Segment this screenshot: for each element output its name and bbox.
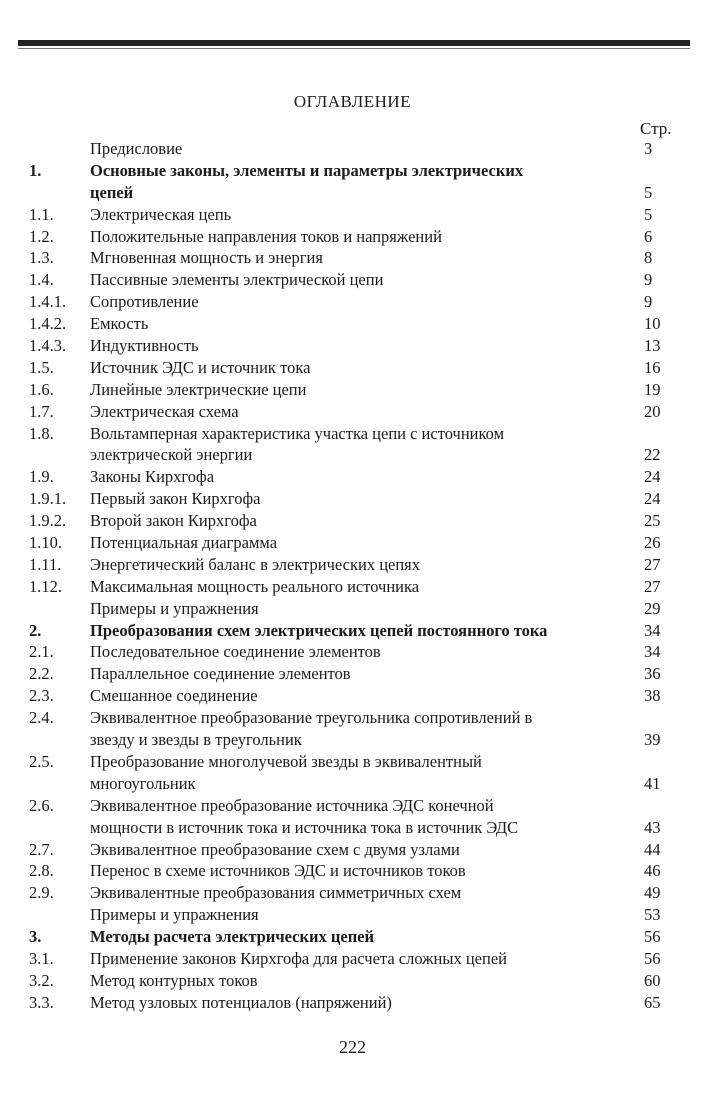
toc-entry-number: 1.7. [29, 401, 54, 421]
toc-entry-page: 5 [644, 204, 653, 224]
toc-entry-page: 6 [644, 226, 653, 246]
toc-entry [0, 138, 705, 160]
toc-entry-title: мощности в источник тока и источника тока в источник ЭДС [90, 817, 519, 837]
toc-entry-page: 9 [644, 270, 653, 290]
toc-entry-title: Параллельное соединение элементов [90, 664, 351, 684]
toc-entry-number: 2.4. [29, 708, 54, 728]
toc-entry-page: 19 [644, 379, 661, 399]
toc-entry [0, 620, 705, 642]
toc-entry-title: Применение законов Кирхгофа для расчета сложных цепей [90, 948, 507, 968]
toc-entry-title: цепей [90, 182, 134, 202]
toc-entry-title: Эквивалентное преобразование источника ЭДС конечной [90, 795, 494, 815]
toc-entry-page: 49 [644, 883, 661, 903]
toc-entry-number: 1.8. [29, 423, 54, 443]
toc-entry [0, 860, 705, 882]
toc-entry-title: Метод узловых потенциалов (напряжений) [90, 992, 392, 1012]
toc-entry-title: Эквивалентные преобразования симметричных схем [90, 883, 462, 903]
toc-entry [0, 466, 705, 488]
toc-entry [0, 226, 705, 248]
toc-entry-number: 1.4.2. [29, 314, 67, 334]
toc-entry [0, 992, 705, 1014]
toc-entry-number: 2.7. [29, 839, 54, 859]
toc-entry [0, 795, 705, 817]
toc-entry-page: 34 [644, 620, 661, 640]
toc-entry-number: 2.2. [29, 664, 54, 684]
toc-entry-number: 1.9.2. [29, 511, 67, 531]
toc-entry-title: многоугольник [90, 773, 196, 793]
toc-entry-title: электрической энергии [90, 445, 253, 465]
toc-entry [0, 707, 705, 729]
toc-entry-number: 1.2. [29, 226, 54, 246]
toc-entry [0, 839, 705, 861]
toc-entry-title: Эквивалентное преобразование треугольника сопротивлений в [90, 708, 533, 728]
toc-entry-title: Первый закон Кирхгофа [90, 489, 261, 509]
toc-entry [0, 401, 705, 423]
toc-entry-page: 56 [644, 948, 661, 968]
toc-entry-page: 60 [644, 970, 661, 990]
toc-entry-title: Пассивные элементы электрической цепи [90, 270, 384, 290]
toc-entry [0, 663, 705, 685]
toc-entry-page: 38 [644, 686, 661, 706]
toc-entry-page: 20 [644, 401, 661, 421]
toc-entry-title: Преобразование многолучевой звезды в эквивалентный [90, 751, 482, 771]
toc-entry [0, 335, 705, 357]
toc-entry [0, 685, 705, 707]
page-title: ОГЛАВЛЕНИЕ [293, 92, 412, 111]
toc-entry-number: 2.9. [29, 883, 54, 903]
toc-entry-number: 2.1. [29, 642, 54, 662]
toc-entry-number: 1.11. [29, 554, 62, 574]
toc-entry-title: Перенос в схеме источников ЭДС и источников токов [90, 861, 466, 881]
toc-entry-title: Источник ЭДС и источник тока [90, 357, 311, 377]
toc-entry [0, 773, 705, 795]
toc-entry-page: 27 [644, 554, 661, 574]
toc-entry-title: Примеры и упражнения [90, 598, 259, 618]
toc-entry-title: Последовательное соединение элементов [90, 642, 381, 662]
toc-entry-number: 1.9.1. [29, 489, 67, 509]
toc-entry [0, 751, 705, 773]
toc-entry-page: 44 [644, 839, 661, 859]
table-of-contents [0, 138, 705, 1014]
toc-entry-page: 5 [644, 182, 653, 202]
toc-entry-title: Линейные электрические цепи [90, 379, 307, 399]
toc-entry-number: 3.1. [29, 948, 54, 968]
toc-entry-number: 1.4.1. [29, 292, 67, 312]
toc-entry [0, 598, 705, 620]
toc-entry [0, 882, 705, 904]
toc-entry [0, 948, 705, 970]
toc-entry-page: 46 [644, 861, 661, 881]
page-column-label: Стр. [640, 119, 672, 138]
toc-entry-page: 24 [644, 467, 661, 487]
toc-entry-page: 53 [644, 905, 661, 925]
toc-entry-title: Электрическая цепь [90, 204, 232, 224]
toc-entry [0, 204, 705, 226]
top-rule-thin [18, 48, 690, 49]
toc-entry-number: 2.5. [29, 751, 54, 771]
toc-entry [0, 444, 705, 466]
toc-entry-page: 43 [644, 817, 661, 837]
toc-entry-page: 3 [644, 139, 653, 158]
toc-entry [0, 817, 705, 839]
toc-entry [0, 576, 705, 598]
toc-entry-title: Преобразования схем электрических цепей постоянного тока [90, 620, 548, 640]
toc-entry-number: 1.10. [29, 533, 62, 553]
toc-entry-title: Максимальная мощность реального источника [90, 576, 420, 596]
toc-entry-number: 1.4.3. [29, 336, 67, 356]
toc-entry-number: 3. [29, 927, 42, 947]
toc-entry-title: Законы Кирхгофа [90, 467, 215, 487]
toc-entry-page: 56 [644, 927, 661, 947]
toc-entry-number: 2.8. [29, 861, 54, 881]
toc-entry-page: 10 [644, 314, 661, 334]
toc-entry-number: 1.12. [29, 576, 62, 596]
toc-entry-page: 34 [644, 642, 661, 662]
toc-entry [0, 729, 705, 751]
toc-entry [0, 247, 705, 269]
top-rule [18, 40, 690, 46]
toc-entry [0, 423, 705, 445]
toc-entry-number: 2.3. [29, 686, 54, 706]
toc-entry [0, 970, 705, 992]
toc-entry-title: Индуктивность [90, 336, 199, 356]
toc-entry-title: Положительные направления токов и напряжений [90, 226, 442, 246]
toc-entry-page: 16 [644, 357, 661, 377]
toc-entry-title: Электрическая схема [90, 401, 239, 421]
toc-entry-page: 26 [644, 533, 661, 553]
toc-entry-number: 1.4. [29, 270, 54, 290]
toc-entry-number: 1.1. [29, 204, 54, 224]
toc-entry [0, 510, 705, 532]
toc-entry-page: 41 [644, 773, 661, 793]
toc-entry-title: Второй закон Кирхгофа [90, 511, 257, 531]
toc-entry [0, 532, 705, 554]
toc-entry-page: 39 [644, 730, 661, 750]
toc-entry-title: Емкость [90, 314, 149, 334]
toc-entry [0, 379, 705, 401]
toc-entry-title: Примеры и упражнения [90, 905, 259, 925]
toc-entry-title: Предисловие [90, 139, 183, 158]
toc-entry-title: Эквивалентное преобразование схем с двумя узлами [90, 839, 460, 859]
toc-entry-number: 1. [29, 160, 42, 180]
toc-entry [0, 357, 705, 379]
toc-entry-title: Методы расчета электрических цепей [90, 927, 375, 947]
toc-entry-number: 1.3. [29, 248, 54, 268]
toc-entry-page: 13 [644, 336, 661, 356]
toc-entry-title: Потенциальная диаграмма [90, 533, 278, 553]
toc-entry-title: Сопротивление [90, 292, 199, 312]
toc-entry-page: 65 [644, 992, 661, 1012]
page-number: 222 [339, 1037, 366, 1057]
toc-entry-page: 9 [644, 292, 653, 312]
toc-entry-number: 1.6. [29, 379, 54, 399]
toc-entry-title: Основные законы, элементы и параметры электрических [90, 160, 524, 180]
toc-entry [0, 554, 705, 576]
toc-entry-title: Энергетический баланс в электрических цепях [90, 554, 421, 574]
toc-entry-page: 36 [644, 664, 661, 684]
toc-entry-page: 22 [644, 445, 661, 465]
toc-entry-number: 1.5. [29, 357, 54, 377]
toc-entry-number: 2. [29, 620, 42, 640]
toc-entry-page: 29 [644, 598, 661, 618]
toc-entry-number: 1.9. [29, 467, 54, 487]
toc-entry-title: Метод контурных токов [90, 970, 258, 990]
toc-entry [0, 488, 705, 510]
toc-entry [0, 926, 705, 948]
toc-entry-title: Смешанное соединение [90, 686, 258, 706]
toc-entry-page: 27 [644, 576, 661, 596]
toc-entry [0, 160, 705, 182]
toc-entry [0, 313, 705, 335]
toc-entry [0, 269, 705, 291]
toc-entry-title: Вольтамперная характеристика участка цепи с источником [90, 423, 505, 443]
toc-entry-page: 8 [644, 248, 653, 268]
toc-entry-number: 3.3. [29, 992, 54, 1012]
toc-entry-number: 2.6. [29, 795, 54, 815]
toc-entry-title: Мгновенная мощность и энергия [90, 248, 323, 268]
toc-entry [0, 904, 705, 926]
toc-entry [0, 291, 705, 313]
toc-entry [0, 182, 705, 204]
toc-entry-title: звезду и звезды в треугольник [90, 730, 302, 750]
toc-entry-number: 3.2. [29, 970, 54, 990]
toc-entry [0, 641, 705, 663]
toc-entry-page: 24 [644, 489, 661, 509]
toc-entry-page: 25 [644, 511, 661, 531]
